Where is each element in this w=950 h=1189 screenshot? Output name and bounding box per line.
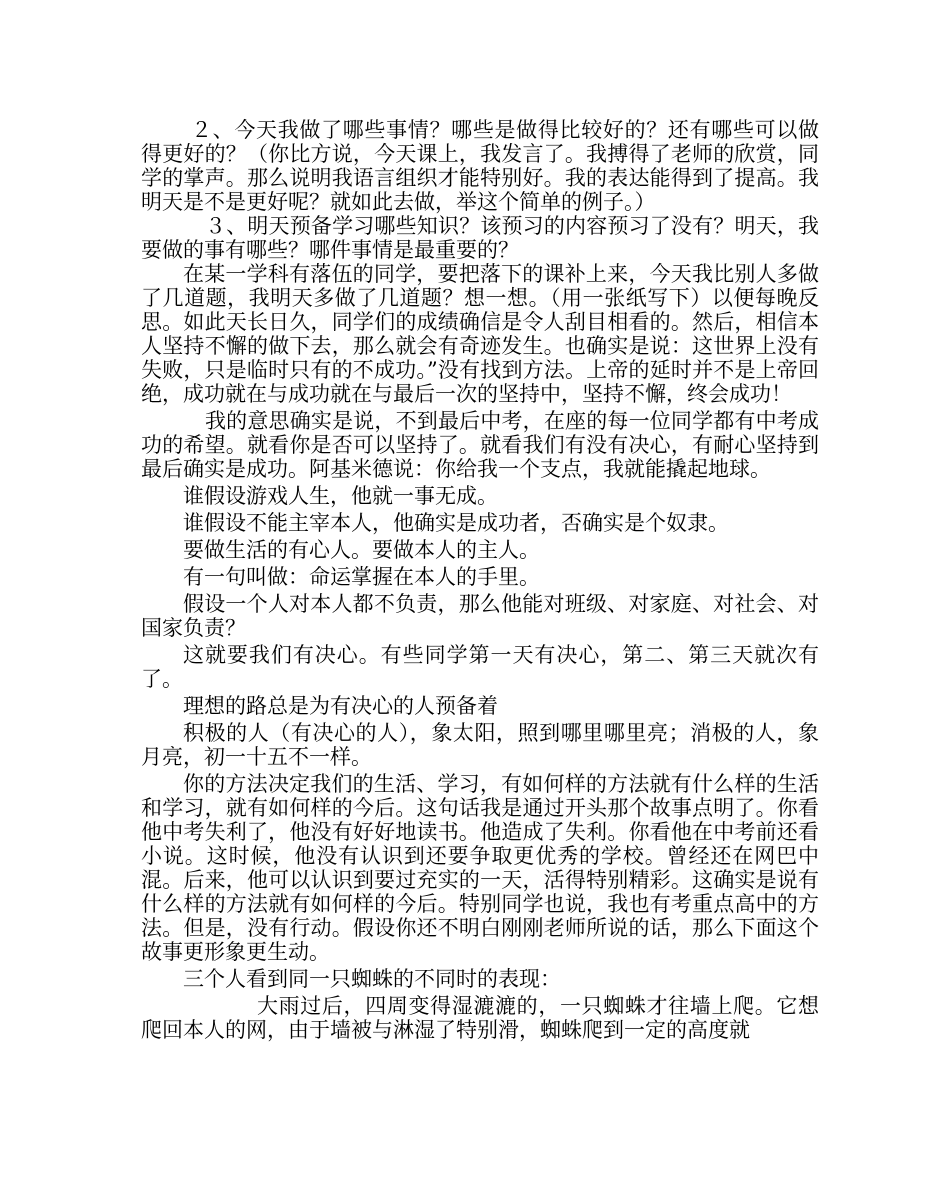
paragraph-game-life: 谁假设游戏人生，他就一事无成。: [183, 484, 498, 508]
paragraph-sun-moon: 积极的人（有决心的人），象太阳，照到哪里哪里亮；消极的人，象月亮，初一十五不一样。: [141, 721, 819, 769]
document-body: [141, 118, 819, 1042]
paragraph-master-self: 谁假设不能主宰本人，他确实是成功者，否确实是个奴隶。: [183, 511, 729, 535]
paragraph-spider-intro: 三个人看到同一只蜘蛛的不同时的表现：: [183, 967, 561, 991]
paragraph-fate-in-hand: 有一句叫做：命运掌握在本人的手里。: [183, 565, 540, 589]
paragraph-responsibility: 假设一个人对本人都不负责，那么他能对班级、对家庭、对社会、对国家负责？: [141, 592, 819, 640]
paragraph-catch-up: 在某一学科有落伍的同学，要把落下的课补上来，今天我比别人多做了几道题，我明天多做了几道题？想一想。（用一张纸写下）以便每晚反思。如此天长日久，同学们的成绩确信是令人刮目相看的。然后，相信本人坚持不懈的做下去，那么就会有奇迹发生。也确实是说：这世界上没有失败，只是临时只有的不成功。”没有找到方法。上帝的延时并不是上帝回绝，成功就在与成功就在与最后一次的坚持中，坚持不懈，终会成功！: [141, 262, 819, 406]
paragraph-ideal-road: 理想的路总是为有决心的人预备着: [183, 694, 498, 718]
paragraph-persistence: 我的意思确实是说，不到最后中考，在座的每一位同学都有中考成功的希望。就看你是否可以坚持了。就看我们有没有决心，有耐心坚持到最后确实是成功。阿基米德说：你给我一个支点，我就能撬起地球。: [141, 409, 819, 481]
paragraph-plan-tomorrow: ３、明天预备学习哪些知识？该预习的内容预习了没有？明天，我要做的事有哪些？哪件事情是最重要的？: [141, 214, 819, 262]
paragraph-reflection-today: ２、今天我做了哪些事情？哪些是做得比较好的？还有哪些可以做得更好的？（你比方说，今天课上，我发言了。我搏得了老师的欣赏，同学的掌声。那么说明我语言组织才能特别好。我的表达能得到了提高。我明天是不是更好呢？就如此去做，举这个简单的例子。）: [141, 118, 819, 214]
paragraph-method-decides: 你的方法决定我们的生活、学习，有如何样的方法就有什么样的生活和学习，就有如何样的今后。这句话我是通过开头那个故事点明了。你看他中考失利了，他没有好好地读书。他造成了失利。你看他在中考前还看小说。这时候，他没有认识到还要争取更优秀的学校。曾经还在网巴中混。后来，他可以认识到要过充实的一天，活得特别精彩。这确实是说有什么样的方法就有如何样的今后。特别同学也说，我也有考重点高中的方法。但是，没有行动。假设你还不明白刚刚老师所说的话，那么下面这个故事更形象更生动。: [141, 772, 819, 964]
paragraph-mindful-person: 要做生活的有心人。要做本人的主人。: [183, 538, 540, 562]
paragraph-spider-story: 大雨过后，四周变得湿漉漉的，一只蜘蛛才往墙上爬。它想爬回本人的网，由于墙被与淋湿了特别滑，蜘蛛爬到一定的高度就: [141, 994, 819, 1042]
paragraph-determination: 这就要我们有决心。有些同学第一天有决心，第二、第三天就次有了。: [141, 643, 819, 691]
